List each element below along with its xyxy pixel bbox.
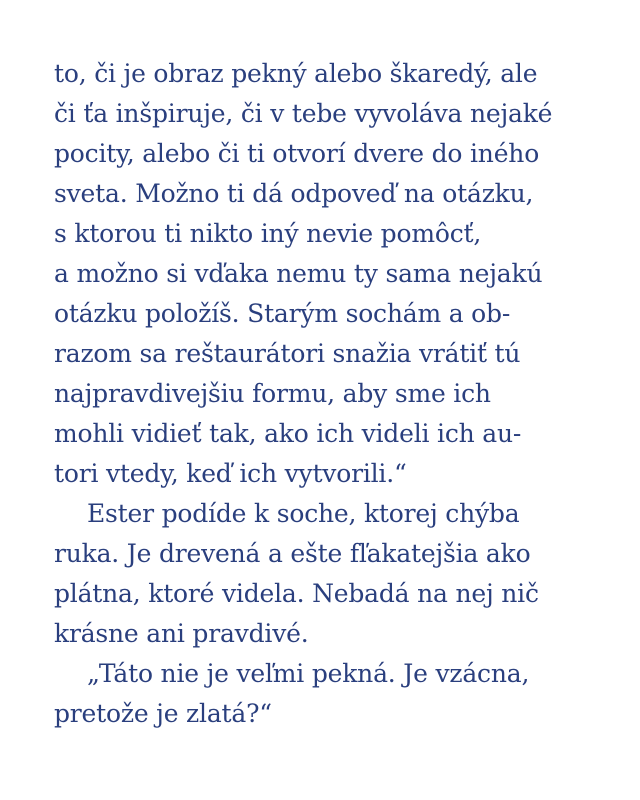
text-line: to, či je obraz pekný alebo škaredý, ale xyxy=(54,59,538,88)
text-line: pretože je zlatá?“ xyxy=(54,699,272,728)
text-line: ruka. Je drevená a ešte fľakatejšia ako xyxy=(54,539,531,568)
text-line: či ťa inšpiruje, či v tebe vyvoláva nejaké xyxy=(54,99,553,128)
paragraph-start-line: „Táto nie je veľmi pekná. Je vzácna, xyxy=(87,659,530,688)
text-line: tori vtedy, keď ich vytvorili.“ xyxy=(54,459,407,488)
text-line: krásne ani pravdivé. xyxy=(54,619,309,648)
text-line: s ktorou ti nikto iný nevie pomôcť, xyxy=(54,219,482,248)
text-line: pocity, alebo či ti otvorí dvere do iného xyxy=(54,139,540,168)
text-line: razom sa reštaurátori snažia vrátiť tú xyxy=(54,339,521,368)
paragraph-start-line: Ester podíde k soche, ktorej chýba xyxy=(87,499,520,528)
text-line: sveta. Možno ti dá odpoveď na otázku, xyxy=(54,179,534,208)
text-line: a možno si vďaka nemu ty sama nejakú xyxy=(54,259,543,288)
text-line: najpravdivejšiu formu, aby sme ich xyxy=(54,379,491,408)
text-line: otázku položíš. Starým sochám a ob- xyxy=(54,299,511,328)
text-line: plátna, ktoré videla. Nebadá na nej nič xyxy=(54,579,539,608)
text-line: mohli vidieť tak, ako ich videli ich au- xyxy=(54,419,522,448)
